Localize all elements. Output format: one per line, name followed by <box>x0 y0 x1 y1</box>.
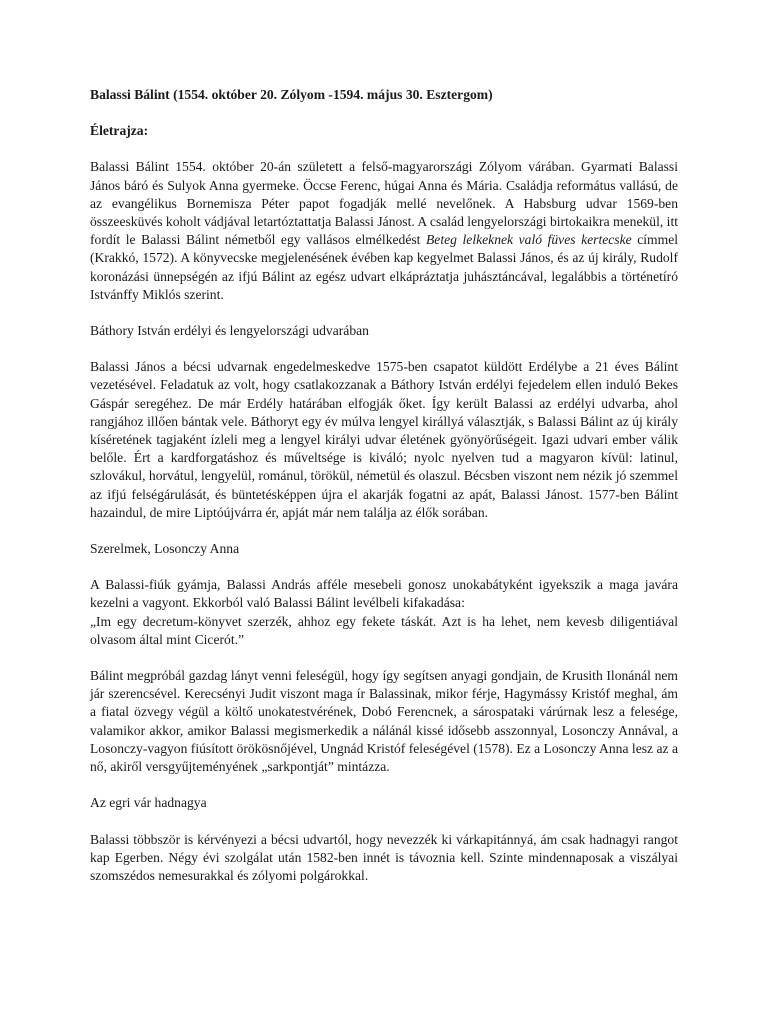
paragraph-szerelmek <box>90 576 678 649</box>
paragraph-text: A Balassi-fiúk gyámja, Balassi András afféle mesebeli gonosz unokabátyként igyekszik a maga javára kezelni a vagyont. Ekkorból való Balassi Bálint levélbeli kifakadása: <box>90 577 678 611</box>
paragraph-text: Balassi Bálint 1554. október 20-án született a felső-magyarországi Zólyom várában. Gyarmati Balassi János báró és Sulyok Anna gyermeke. Öccse Ferenc, húgai Anna és Mária. Családja református vallású, de az evangélikus Bornemisza Péter papot fogadják mellé nevelőnek. A Habsburg udvar 1569-ben összeesküvés koholt vádjával letartóztattatja Balassi Jánost. A család lengyelországi birtokaikra menekül, itt fordít le Balassi Bálint németből egy vallásos elmélkedést <box>90 159 678 248</box>
paragraph-eger: Balassi többször is kérvényezi a bécsi udvartól, hogy nevezzék ki várkapitánnyá, ám csak hadnagyi rangot kap Egerben. Négy évi szolgálat után 1582-ben innét is távoznia kell. Szinte mindennaposak a viszályai szomszédos nemesurakkal és zólyomi polgárokkal. <box>90 831 678 883</box>
document-page <box>90 86 678 885</box>
section-heading-bathory: Báthory István erdélyi és lengyelországi udvarában <box>90 323 369 339</box>
book-title-emphasis: Beteg lelkeknek való füves kertecske <box>426 232 632 248</box>
paragraph-losonczy: Bálint megpróbál gazdag lányt venni feleségül, hogy így segítsen anyagi gondjain, de Krusith Ilonánál nem jár szerencsével. Kerecsényi Judit viszont maga ír Balassinak, mikor férje, Hagymássy Kristóf meghal, ám a fiatal özvegy végül a költő unokatestvérének, Dobó Ferencnek, a sárospataki várúrnak lesz a felesége, valamikor akkor, amikor Balassi megismerkedik a nálánál kissé idősebb asszonnyal, Losonczy Annával, a Losonczy-vagyon fiúsított örökösnőjével, Ungnád Kristóf feleségével (1578). Ez a Losonczy Anna lesz az a nő, akiről versgyűjteményének „sarkpontját” mintázza. <box>90 668 678 775</box>
section-heading-szerelmek: Szerelmek, Losonczy Anna <box>90 541 240 557</box>
section-heading-eger: Az egri vár hadnagya <box>90 795 207 811</box>
paragraph-bathory: Balassi János a bécsi udvarnak engedelmeskedve 1575-ben csapatot küldött Erdélybe a 21 éves Bálint vezetésével. Feladatuk az volt, hogy csatlakozzanak a Báthory István erdélyi fejedelem ellen induló Bekes Gáspár seregéhez. De már Erdély határában elfogják őket. Így került Balassi az erdélyi udvarba, ahol rangjához illően bántak vele. Báthoryt egy év múlva lengyel királlyá választják, s Balassi Bálint az új király kíséretének tagjaként ízleli meg a lengyel királyi udvar életének gyönyörűségeit. Igazi udvari ember válik belőle. Ért a kardforgatáshoz és műveltsége is kiváló; nyolc nyelven tud a magyaron kívül: latinul, szlovákul, horvátul, lengyelül, románul, törökül, németül és olaszul. Bécsben viszont nem nézik jó szemmel az ifjú felségárulását, és büntetésképpen újra el akarják fogatni az apát, Balassi Jánost. 1577-ben Bálint hazaindul, de mire Liptóújvárra ér, apját már nem találja az élők sorában. <box>90 359 678 520</box>
paragraph-biography-intro <box>90 158 678 304</box>
document-subtitle: Életrajza: <box>90 123 149 139</box>
document-title: Balassi Bálint (1554. október 20. Zólyom -1594. május 30. Esztergom) <box>90 87 493 102</box>
quote-text: „Im egy decretum-könyvet szerzék, ahhoz egy fekete táskát. Azt is ha lehet, nem kevesb diligentiával olvasom által mint Cicerót.” <box>90 613 678 647</box>
paragraph-text: címmel (Krakkó, 1572). A könyvecske megjelenésének évében kap kegyelmet Balassi János, és az új király, Rudolf koronázási ünnepségén az ifjú Bálint az egész udvart elkápráztatja juhásztáncával, legalábbis a történetíró Istvánffy Miklós szerint. <box>90 232 679 302</box>
